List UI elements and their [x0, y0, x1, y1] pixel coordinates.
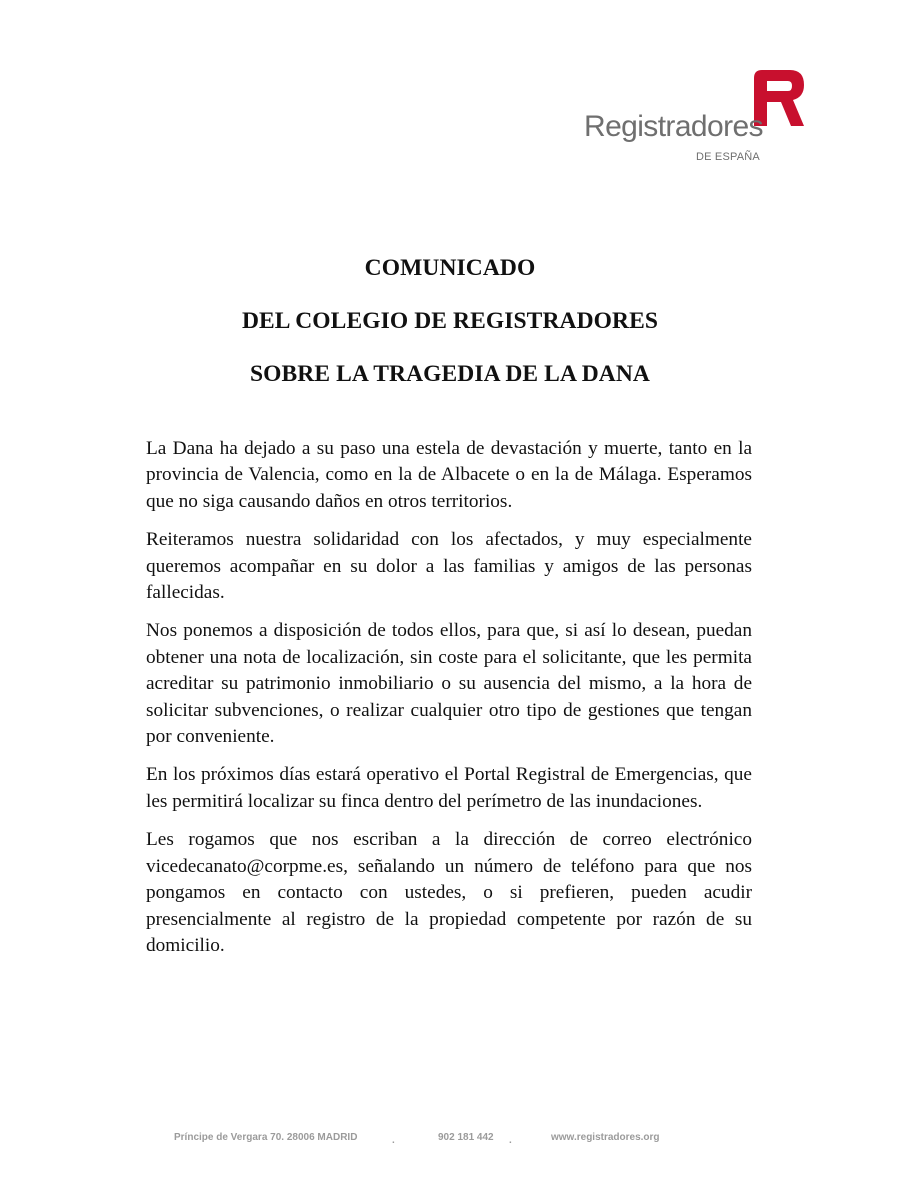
footer-address: Príncipe de Vergara 70. 28006 MADRID: [174, 1132, 358, 1143]
document-body: [146, 436, 752, 971]
footer-separator: .: [509, 1135, 512, 1146]
paragraph-4: En los próximos días estará operativo el Portal Registral de Emergencias, que les permitirá localizar su finca dentro del perímetro de las inundaciones.: [146, 764, 752, 812]
paragraph-1: La Dana ha dejado a su paso una estela de devastación y muerte, tanto en la provincia de Valencia, como en la de Albacete o en la de Málaga. Esperamos que no siga causando daños en otros territorios.: [146, 438, 752, 512]
paragraph-3: Nos ponemos a disposición de todos ellos, para que, si así lo desean, puedan obtener una nota de localización, sin coste para el solicitante, que les permita acreditar su patrimonio inmobiliario o su ausencia del mismo, a la hora de solicitar subvenciones, o realizar cualquier otro tipo de gestiones que tengan por conveniente.: [146, 620, 752, 748]
logo-name: Registradores: [584, 110, 763, 143]
footer-separator: .: [392, 1135, 395, 1146]
logo-subtitle: DE ESPAÑA: [696, 151, 760, 163]
registradores-logo: [584, 68, 814, 168]
paragraph-2: Reiteramos nuestra solidaridad con los afectados, y muy especialmente queremos acompañar en su dolor a las familias y amigos de las personas fallecidas.: [146, 529, 752, 604]
title-line-3: SOBRE LA TRAGEDIA DE LA DANA: [249, 361, 650, 387]
footer-website: www.registradores.org: [551, 1132, 660, 1143]
paragraph-5: Les rogamos que nos escriban a la dirección de correo electrónico vicedecanato@corpme.es, señalando un número de teléfono para que nos pongamos en contacto con ustedes, o si prefieren, pueden acudir presencialmente al registro de la propiedad competente por razón de su domicilio.: [146, 829, 752, 956]
footer: [0, 1130, 900, 1150]
footer-phone: 902 181 442: [438, 1132, 494, 1143]
document-title: [0, 252, 900, 411]
title-line-2: DEL COLEGIO DE REGISTRADORES: [241, 308, 659, 334]
title-line-1: COMUNICADO: [364, 255, 536, 281]
